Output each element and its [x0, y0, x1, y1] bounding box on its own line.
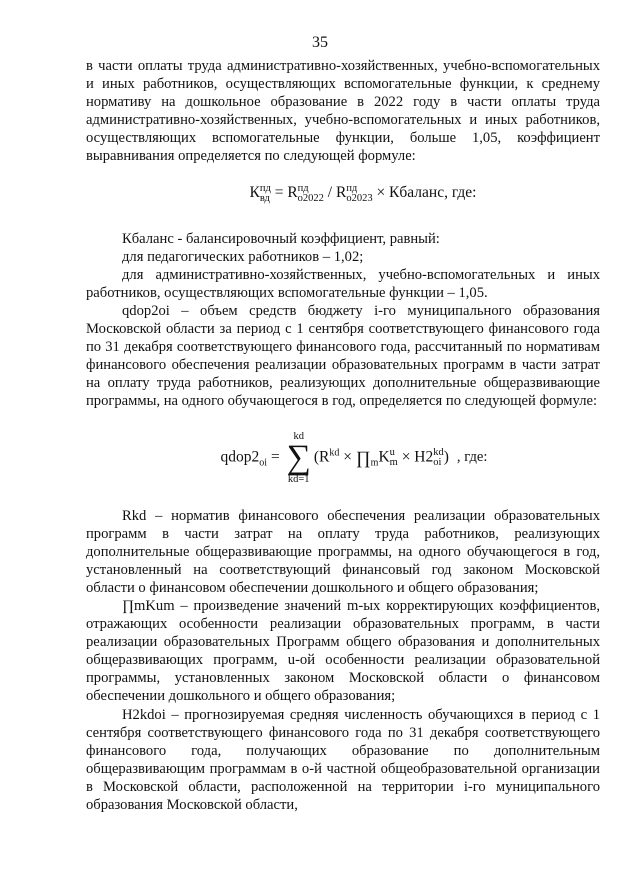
formula-leveling-coefficient: К пд вд = R пд о2022 / R пд о2023 × Кбаланс, где: — [249, 182, 477, 204]
paragraph-product-definition: ∏mKum – произведение значений m-ых корректирующих коэффициентов, отражающих особенности реализации образовательных программ, в части реализации образовательных Программ общего образования и дополнительных общеразвивающих программ, u-ой особенности реализации образовательной программы, установленных законом Московской области о финансовом обеспечении дошкольного и общего образования; — [86, 597, 600, 705]
term-rkd: Rkd — [122, 507, 147, 524]
paragraph-admin-staff: для административно-хозяйственных, учебно-вспомогательных и иных работников, осуществляющих вспомогательные функции – 1,05. — [86, 266, 600, 301]
paragraph-rkd-definition: Rkd – норматив финансового обеспечения реализации образовательных программ в части затрат на оплату труда работников, реализующих дополнительные общеразвивающие программы, на одного обучающегося в год, установленный на соответствующий финансовый год законом Московской области о финансовом обеспечении дошкольного и общего образования; — [86, 507, 600, 596]
paragraph-kbalance: Кбаланс - балансировочный коэффициент, равный: — [122, 230, 440, 247]
paragraph-leveling-intro: в части оплаты труда административно-хозяйственных, учебно-вспомогательных и иных работников, осуществляющих вспомогательные функции, к среднему нормативу на дошкольное образование в 2022 году в части оплаты труда административно-хозяйственных, учебно-вспомогательных и иных работников, осуществляющих вспомогательные функции, больше 1,05, коэффициент выравнивания определяется по следующей формуле: — [86, 58, 600, 165]
paragraph-h2-definition: H2kdoi – прогнозируемая средняя численность обучающихся в период с 1 сентября соответствующего финансового года по 31 декабря соответствующего финансового года, получающих образование по дополнительным общеразвивающим программам в о-й частной общеобразовательной организации в Московской области, расположенной на территории i-го муниципального образования Московской области, — [86, 706, 600, 813]
formula1-r2-indices: пд о2023 — [346, 182, 373, 204]
term-product-k: ∏mKum — [122, 597, 175, 614]
formula1-lhs: К — [249, 183, 260, 201]
page-number: 35 — [312, 34, 328, 51]
product-sign: ∏ — [355, 447, 371, 468]
term-h2: H2kdoi — [122, 706, 166, 723]
formula1-r1-indices: пд о2022 — [297, 182, 324, 204]
formula1-lhs-indices: пд вд — [259, 182, 271, 204]
paragraph-pedagogical: для педагогических работников – 1,02; — [122, 248, 364, 265]
formula-qdop2: $qdop2_{oi}$ = kd ∑ kd=1 ($R^{kd}$ × $\prod_mK$ u m × H2 kd oi ) , где: — [220, 430, 488, 485]
document-body — [86, 57, 600, 814]
summation-sign: kd ∑ kd=1 — [286, 430, 311, 485]
paragraph-qdop2-definition: qdop2oi – объем средств бюджету i-го муниципального образования Московской области за период с 1 сентября соответствующего финансового года по 31 декабря соответствующего финансового года, рассчитанный по нормативам финансового обеспечения реализации образовательных программ в части затрат на оплату труда работников, реализующих дополнительные общеразвивающие программы, на одного обучающегося в год, определяется по следующей формуле: — [86, 302, 600, 410]
